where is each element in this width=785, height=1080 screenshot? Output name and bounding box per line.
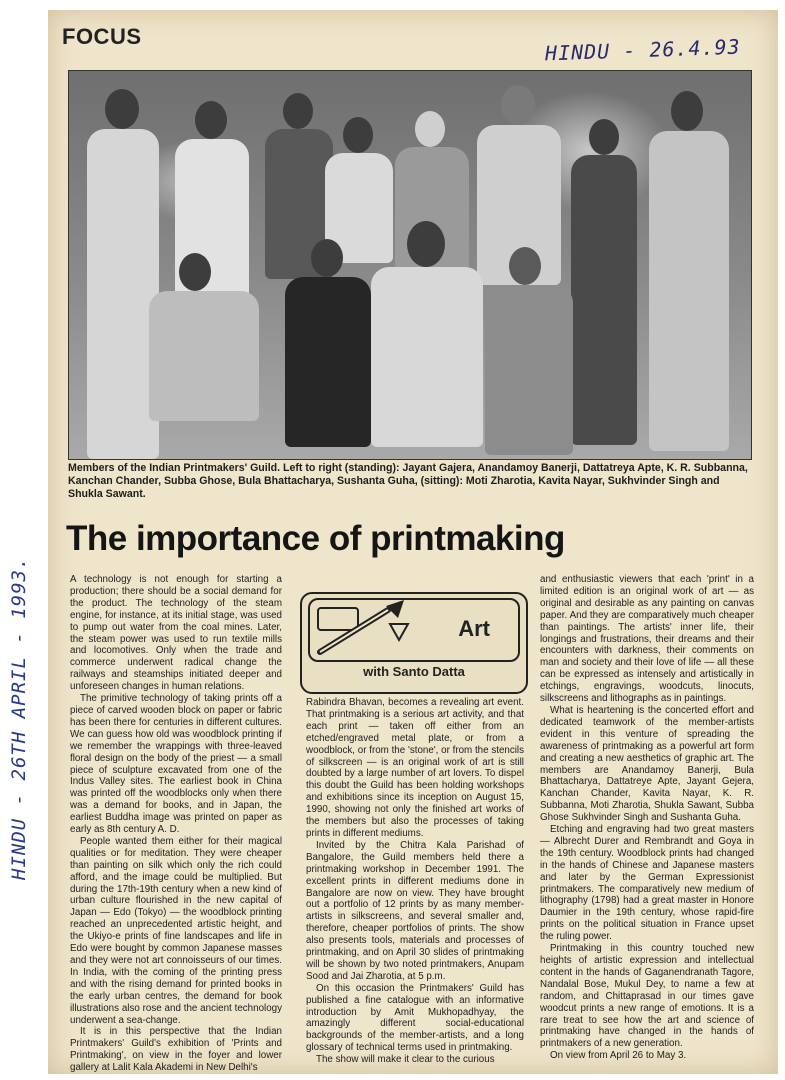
section-label: FOCUS [62, 24, 142, 49]
paragraph: Printmaking in this country touched new heights of artistic expression and intellectual content in the hands of Gaganendranath Tagore, Nandalal Bose, Mukul Dey, to name a few at random, and Chittaprasad in our times gave woodcut prints a new range of emotions. It is a rare treat to see how the art and science of printmaking have changed in the hands of printmakers of a new generation. [540, 943, 754, 1050]
paragraph: What is heartening is the concerted effort and dedicated teamwork of the member-artists evident in this venture of spreading the awareness of printmaking as a powerful art form and creating a new aesthetics of graphic art. The members are Anandamoy Banerji, Bula Bhattacharya, Dattatreye Apte, Jayant Gejera, Kanchan Chander, Kavita Nayar, K. R. Subbanna, Moti Zharotia, Shukla Sawant, Subba Ghose Sukhvinder Singh and Sushanta Guha. [540, 704, 754, 824]
article-column-3 [540, 574, 754, 1062]
article-column-1 [70, 574, 282, 1074]
paragraph: On this occasion the Printmakers' Guild has published a fine catalogue with an informative introduction by Amit Mukhopadhyay, the amazingly different social-educational backgrounds of the member-artists, and a long glossary of technical terms used in printmaking. [306, 982, 524, 1054]
paragraph: A technology is not enough for starting a production; there should be a social demand for the product. The technology of the steam engine, for instance, at its initial stage, was used to pump out water from the coal mines. Later, the steam power was used to run textile mills and locomotives. Only when the trade and commerce underwent radical change the railways and steamships initiated deeper and unforeseen changes in human relations. [70, 574, 282, 693]
paragraph: Etching and engraving had two great masters — Albrecht Durer and Rembrandt and Goya in the 19th century. Woodblock prints had changed in the hands of Chinese and Japanese masters and later by the German Expressionist printmakers. The comparatively new medium of lithography (1798) had a great master in Honore Daumier in the 19th century, whose rapid-fire prints on the political situation in France upset the ruling power. [540, 824, 754, 943]
logo-word: Art [458, 616, 490, 641]
article-column-2 [306, 697, 524, 1066]
headline: The importance of printmaking [66, 519, 565, 558]
paragraph: The primitive technology of taking prints off a piece of carved wooden block on paper or fabric has been there for centuries in different cultures. We can guess how old was woodblock printing if we remember the wrappings with three-leaved floral design on the body of the priest — a small piece of sculpture excavated from one of the Indus Valley sites. The earliest book in China was printed off the woodblocks only when there was a demand for books, and in Japan, the earliest Buddha image was printed on paper as early as 8th century A. D. [70, 693, 282, 836]
paragraph: The show will make it clear to the curious [316, 1054, 495, 1066]
byline: with Santo Datta [363, 664, 465, 679]
paintbrush-icon [308, 596, 418, 662]
handwritten-date: HINDU - 26.4.93 [544, 34, 741, 66]
paragraph: and enthusiastic viewers that each 'print' in a limited edition is an original work of art — as original and desirable as any painting on canvas paper. And they are comparatively much cheaper than paintings. The artists' inner life, their longings and frustrations, their dreams and their encounters with darkness, their comments on man and society and their love of life — all these can be expressed as intensely and artistically in etchings, engravings, woodcuts, linocuts, silkscreens and lithographs as in paintings. [540, 574, 754, 705]
paragraph: On view from April 26 to May 3. [550, 1050, 687, 1062]
column-logo [300, 592, 528, 694]
paragraph: Rabindra Bhavan, becomes a revealing art event. That printmaking is a serious art activity, and that each print — taken off either from an etched/engraved metal plate, or from a woodblock, or from the 'stone', or from the stencils of silkscreen — is an original work of art is still doubted by a large number of art lovers. To dispel this doubt the Guild has been holding workshops and exhibitions since its inception on August 15, 1990, showing not only the finished art works of the members but also the processes of taking prints in different mediums. [306, 697, 524, 839]
handwritten-margin-note: HINDU - 26TH APRIL - 1993. [8, 556, 30, 880]
paragraph: Invited by the Chitra Kala Parishad of Bangalore, the Guild members held there a printmaking workshop in December 1991. The excellent prints in different mediums done in Bangalore are now on view. They have brought out a portfolio of 12 prints by as many member-artists in silkscreens, and several smaller and, therefore, cheaper portfolios of prints. The show also presents tools, materials and processes of printmaking, and on April 30 slides of printmaking will be shown by two noted printmakers, Anupam Sood and Jai Zharotia, at 5 p.m. [306, 839, 524, 982]
paragraph: It is in this perspective that the Indian Printmakers' Guild's exhibition of 'Prints and Printmaking', on view in the foyer and lower gallery at Lalit Kala Akademi in New Delhi's [70, 1026, 282, 1074]
group-photo [68, 70, 752, 460]
paragraph: People wanted them either for their magical qualities or for meditation. They were cheaper than painting on silk which only the rich could afford, and the image could be multiplied. But during the 17th-19th century when a new kind of urban culture flourished in the new capital of Japan — Edo (Tokyo) — the woodblock printing reached an unprecedented artistic height, and the Ukiyo-e prints of fine landscapes and life in Edo were bought by common Japanese masses and they were not art connoisseurs of our times. In India, with the coming of the printing press and with the rising demand for printed books in the early urban centres, the demand for book illustrations also rose and the ancient technology underwent a sea-change. [70, 835, 282, 1026]
photo-caption: Members of the Indian Printmakers' Guild. Left to right (standing): Jayant Gajera, Anandamoy Banerji, Dattatreya Apte, K. R. Subbanna, Kanchan Chander, Subba Ghose, Bula Bhattacharya, Sushanta Guha, (sitting): Moti Zharotia, Kavita Nayar, Sukhvinder Singh and Shukla Sawant. [68, 462, 748, 500]
